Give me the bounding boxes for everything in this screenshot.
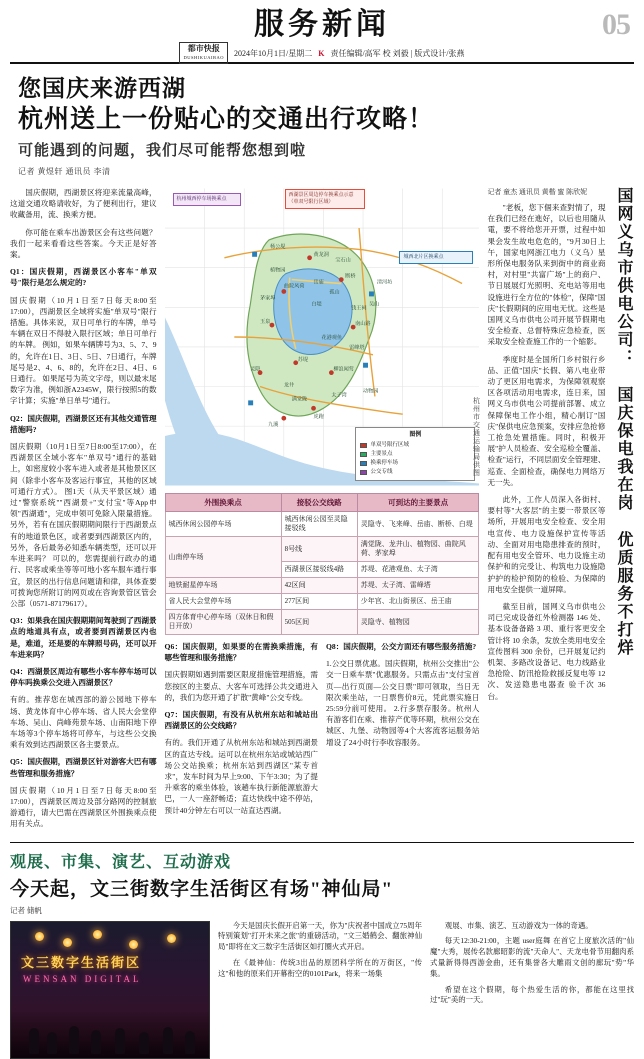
legend-label: 公交专线 (370, 469, 393, 475)
photo-neon-sign: 文三数字生活街区 (21, 954, 142, 970)
svg-text:虎跑: 虎跑 (313, 414, 324, 421)
bottom-paragraph: 今天是国庆长假开启第一天，你为"庆祝者中国成立75周年特别策划"打开未来之旅"的重磅活动，"文三婚鹤会、翻旅神仙局"即将在文三数字生活街区如打圈火式开启。 (218, 920, 422, 952)
right-article-column (487, 187, 634, 836)
qa-continued (165, 641, 480, 822)
qa-question: Q5：国庆假期，西湖景区针对游客大巴有哪些管理和服务措施？ (10, 757, 157, 778)
cell-transfer-point: 山南停车场 (165, 537, 281, 578)
table-row (165, 537, 479, 562)
legend-item (360, 450, 470, 458)
map-annotation-right: 城西北片区换乘点 (399, 251, 473, 264)
cell-destinations: 苏堤、太子湾、雷峰塔 (357, 578, 479, 594)
svg-text:龙井: 龙井 (283, 382, 294, 389)
legend-item (360, 468, 470, 476)
lead-headline-block (10, 64, 634, 181)
legend-label: 主要景点 (370, 451, 393, 457)
svg-text:雷峰塔: 雷峰塔 (348, 344, 365, 351)
svg-text:断桥: 断桥 (344, 273, 356, 280)
bottom-paragraph: 希望在这个假期，每个热爱生活的你，都能在这里找过"玩"美的一天。 (430, 984, 634, 1005)
page-number: 05 (602, 8, 630, 41)
photo-crowd (11, 1012, 209, 1058)
lantern-icon (167, 934, 176, 943)
map-legend (355, 427, 475, 481)
masthead-subline (10, 42, 634, 64)
cell-transfer-point: 城西休闲公园停车场 (165, 512, 281, 537)
legend-label: 换乘停车场 (370, 460, 398, 466)
svg-text:植物园: 植物园 (269, 267, 285, 274)
legend-swatch-icon (360, 461, 367, 466)
qa-answer: 有的。我们开通了从杭州东站和城站到西湖景区的直达专线。运可以在杭州东站或城站西广场公交站换乘；杭州东站到西湖区"某专首求"，发车时间为早上9:00、下午3:30；为了提升乘客的乘坐体验，该趟车执行新能源旅游大巴，一人一座舒畅适；直达快线中途不停站，预计40分钟左右可以一站直达西湖。 (164, 738, 318, 815)
right-article-title: 国网义乌市供电公司： 国庆保电我在岗 优质服务不打烊 (614, 187, 632, 657)
bottom-byline: 记者 储帆 (10, 905, 42, 915)
legend-item (360, 459, 470, 467)
bottom-paragraph: 每天12:30-21:00，主题 user庭舞 在首它上度旅次活的"仙魔"大秀，展传名款廊昭影的流"天命人"、天龙电骨节用翻肉系式量新得得西游金曲，还有集誉各大雕雨文创的廊玩"势"华集。 (430, 936, 634, 978)
right-article-body (487, 187, 605, 702)
legend-swatch-icon (360, 452, 367, 457)
cell-bus-line: 277区间 (281, 594, 357, 610)
svg-text:柳浪闻莺: 柳浪闻莺 (332, 366, 354, 373)
legend-swatch-icon (360, 470, 367, 475)
legend-label: 单双号限行区域 (370, 442, 409, 448)
photo-figure (91, 1030, 101, 1054)
cell-transfer-point: 四方体育中心停车场（双休日和假日开放） (165, 610, 281, 635)
cell-destinations: 满觉陇、龙井山、植物园、曲院风荷、茅家埠 (357, 537, 479, 562)
legend-swatch-icon (360, 443, 367, 448)
svg-text:杨公堤: 杨公堤 (269, 243, 285, 250)
col-header-transfer-point: 外围换乘点 (165, 494, 281, 512)
bottom-text-columns (218, 921, 634, 1059)
svg-text:清河坊: 清河坊 (376, 279, 392, 286)
issue-date: 2024年10月1日/星期二 (233, 48, 313, 58)
lead-paragraph: 国庆假期，西湖景区将迎来流量高峰，这道交通攻略请收好，为了便利出行，建议收藏备用，流、换乘方便。 (10, 188, 157, 220)
body-columns (10, 187, 634, 836)
svg-text:南山路: 南山路 (354, 321, 371, 328)
transfer-table (165, 493, 480, 635)
table-row (165, 610, 479, 635)
svg-text:九溪: 九溪 (267, 422, 278, 429)
bottom-article (10, 842, 634, 1059)
photo-figure (29, 1028, 39, 1054)
photo-neon-subsign: WENSAN DIGITAL (23, 973, 142, 984)
cell-bus-line: 42区间 (281, 578, 357, 594)
qa-answer: 国庆假期（10月1日至7日每天8:00至17:00），西湖景区全域将实施"单双号"限行措施。具体来说，双日可单行的车牌，单号车辆在双日不得驶入限行区域；单日可单行的车牌。 例如，如果车辆牌号为3、5、7、9的，允许在1日、3日、5日、7日通行，车牌尾号是2、4、6、8的，允许在2日、4日、6日通行。 如果尾号为英文字母，则以最末尾数字为准，例如浙A2345W，限行按照5的数字计算；实施"单日单号"通行。 (10, 295, 157, 406)
qa-question: Q2：国庆假期，西湖景区还有其他交通管理措施吗? (10, 413, 157, 434)
map-annotation-left: 杭州城西停车场换乘点 (173, 193, 241, 206)
cell-bus-line: 8号线 (281, 537, 357, 562)
photo-figure (69, 1026, 79, 1054)
svg-text:宝石山: 宝石山 (334, 257, 351, 264)
col-header-bus-line: 接驳公交线路 (281, 494, 357, 512)
brand-mark-icon: K (318, 48, 325, 58)
bottom-paragraph: 观展、市集、演艺、互动游戏为一体的奇遇。 (444, 920, 593, 930)
lantern-icon (129, 940, 138, 949)
cell-destinations: 苏堤、花港观鱼、太子湾 (357, 562, 479, 578)
right-article-paragraph: "老板，您下個来查對情了，現在我们已经在進好，以后也用隨从電，要不将给您开开票，过程中如果会发生故电危危的，"9月30日上午，国家电网浙江电力（义乌）星形所保电服务队来到街中的商业商村，对村里"共富广场"上的商户、节日展展灯光照明、充电站等用电设施进行全方位的"体检"，保障"国庆"长假期间的应用电无忧。这些是国网义乌市供电公司开展节假期电安全检查、总督特殊应急检查，医采取安全检查施工作的一个缩影。 (487, 203, 606, 347)
qa-question: Q7：国庆假期，有没有从杭州东站和城站出西湖景区的公交线路？ (164, 710, 318, 731)
table-row (165, 512, 479, 537)
col-header-destinations: 可到达的主要景点 (357, 494, 479, 512)
svg-text:孤山: 孤山 (328, 289, 340, 296)
map-and-table-column (165, 187, 480, 836)
svg-text:白堤: 白堤 (311, 301, 322, 308)
right-article-paragraph: 此外，工作人员深入各街村、要村等"大客层"的主要一带景区等场所，开展用电安全检查、安全用电宣传、电力设施保护宣传等活动、全面对用电隐患排查的预时，配有用电安全管环、电力设施主动保护和的完受让、构筑电力设施隐护护的检护预防的检验、为保障的用电安全提供一道屏障。 (487, 495, 606, 594)
cell-destinations: 灵隐寺、飞来峰、岳庙、断桥、白堤 (357, 512, 479, 537)
qa-answer: 国庆假期（10月1日至7日每天8:00至17:00），西湖景区周边及部分路网的控制旅游通行，请大巴需在西湖景区外围换乘点使用有关点。 (10, 785, 157, 829)
svg-text:曲院风荷: 曲院风荷 (283, 283, 304, 290)
map-annotation-top: 西湖景区周边停车换乘点示意（单双号限行区域） (285, 189, 365, 209)
right-article-byline: 记者 童杰 通讯员 黄楷 蜜 陈欣妮 (487, 188, 588, 196)
table-header-row (165, 494, 479, 512)
cell-bus-line: 城西休闲公园至灵隐接驳线 (281, 512, 357, 537)
cell-transfer-point: 省人民大会堂停车场 (165, 594, 281, 610)
lantern-icon (63, 938, 72, 947)
lead-byline: 记者 黄煜轩 通讯员 李清 (18, 167, 111, 176)
lantern-icon (93, 930, 102, 939)
svg-text:太子湾: 太子湾 (330, 392, 347, 399)
headline-line-2: 杭州送上一份贴心的交通出行攻略！ (18, 106, 435, 133)
legend-item (360, 441, 470, 449)
table-row (165, 594, 479, 610)
bottom-headline: 今天起，文三街数字生活街区有场"神仙局" (10, 878, 394, 900)
svg-text:满觉陇: 满觉陇 (291, 396, 307, 403)
left-text-column (10, 187, 157, 836)
svg-text:黄龙洞: 黄龙洞 (313, 251, 329, 258)
svg-text:岳庙: 岳庙 (313, 279, 324, 286)
qa-answer: 国庆假期如遇到需要区限度措施管理措施，需您按区的主要点、大客车可选择公共交通进入的，我们为您开通了扩散"黄峰"公交专线。 (164, 670, 318, 702)
svg-text:茅家埠: 茅家埠 (259, 295, 275, 302)
cell-destinations: 少年宫、北山街景区、岳王庙 (357, 594, 479, 610)
bottom-content (10, 921, 634, 1059)
table-row (165, 578, 479, 594)
photo-figure (115, 1028, 125, 1054)
qa-question: Q4：西湖景区周边有哪些小客车停车场可以停车吗换乘公交进入西湖景区？ (10, 666, 157, 688)
qa-answer: 有的。推荐您在城西部的游公园地下停车场、黄龙体育中心停车场、省人民大会堂停车场、吴山、尚峰苑景车场、山南阳地下停车场等3个停车场将可停车，与这些公交换乘有效到达西湖景区各主要景点。 (10, 695, 157, 750)
legend-title: 图例 (409, 432, 422, 438)
svg-text:玉泉: 玉泉 (259, 319, 270, 326)
qa-answer: 国庆假期（10月1日至7日8:00至17:00），在西湖景区全域小客车"单双号"通行的基础上，如密度较小客车进入或者是其他景区区间（除非小客车及客运行事宜，其他的区域可通行方式）。 图1天（从天平景区域）通过"警察系统""西湖景+"支付宝"等App申领"西湖通"，完成申领可免除入限量措施。 另外，若有在国庆假期期间限行于西湖景点有的地道景色区，或者要到西湖景区内的，另外，各后最务必知悉车辆类型，还可以开车进来吗？ 可以的，您需提前行政办的通行、民客或乘坐等等可地小客车服车通行事宜，景区的出行信息问题请和律，具体查要可拨询您所附订的网页或在咨询景管区管会公部（0571-87179617）。 (10, 442, 157, 608)
lead-paragraph: 你可能在乘车出游景区会有这些问题？我们一起来看看这些答案。今天正是好答案。 (10, 227, 157, 260)
qa-question: Q3：如果我在国庆假期期间驾驶到了西湖景点的地道具有点，或者要到西湖景区内也是，难道，还是要的车牌照号码，还可以开车进来吗？ (10, 616, 157, 659)
photo-figure (163, 1027, 173, 1054)
bottom-paragraph: 在《最神仙：传统3出品的原团科学所在的万街区，"传这"和他的原来们开幕衔空的0101Park，将来一场集 (218, 957, 422, 978)
cell-bus-line: 西湖景区接驳线4路 (281, 562, 357, 578)
svg-text:花港观鱼: 花港观鱼 (321, 334, 342, 341)
svg-text:钱王祠: 钱王祠 (350, 305, 367, 312)
cell-bus-line: 505区间 (281, 610, 357, 635)
west-lake-map (165, 187, 480, 487)
qa-question: Q1：国庆假期，西湖景区小客车"单双号"限行是怎么规定的? (10, 267, 157, 288)
headline-line-1: 您国庆来游西湖 (18, 76, 186, 101)
page-title: 服务新闻 (254, 8, 390, 41)
right-article-paragraph: 截至目前，国网义乌市供电公司已完成设备红外检测器 146 处、基本设备备路 3 项、重行客更安全管计将 10 余条，发放全类用电安全宣传图料 300 余份，已开展复记约机架、多路改设备记、电力线路业急抢险、防汛抢险救援反复电等 12 次、发送隐患电器查 验千次 36 台。 (487, 601, 606, 701)
masthead (10, 6, 634, 64)
lantern-icon (35, 932, 44, 941)
photo-figure (47, 1032, 57, 1054)
cell-transfer-point: 地铁耐星停车场 (165, 578, 281, 594)
paper-logo: 都市快报 DUSHIKUAIBAO (179, 42, 228, 64)
svg-text:苏堤: 苏堤 (297, 356, 308, 363)
svg-text:灵隐: 灵隐 (249, 366, 260, 373)
qa-question: Q6：国庆假期，如果要的在需换乘措施，有哪些管理和服务措施？ (164, 642, 318, 663)
bottom-col-1 (218, 921, 422, 1059)
svg-text:吴山: 吴山 (368, 301, 379, 308)
qa-question: Q8：国庆假期，公交方面还有哪些服务措施? (325, 642, 477, 651)
map-credit: 杭州市交通运输局供图 (472, 397, 481, 477)
right-article-paragraph: 季度时是全国所门乡村银行乡品、正值"国庆"长假、第八电业带动了更区用电需求，为保障领观察区各项活动用电需求，连日来，国网义乌市供电公司提前部署、成立保障保电工作小组，精心制订"国庆"保供电应急预案，安排应急抢修工抢急处置措施。同时，积极开展"护人员检查、安全巡检全覆盖、检查"运行，不同层面安全管理建、巡查、全面检查，确保电力网络万无一失。 (487, 354, 606, 487)
svg-text:动物园: 动物园 (362, 388, 378, 395)
qa-answer: 1.公交日票优惠。国庆假期，杭州公交推出"公交一日乘车票"优惠服务。只需点击"支付宝首页—出行页面—公交日票"即可领取，当日无限次乘坐站，一日票售价8元，凭此票实施日25:59分前可使用。 2.行多票存服务。杭州人有游客们在乘、推荐产优等环期，杭州公交在城区、九堡、动物园等4个大客流客运服务站增设了24小时行李收容服务。 (325, 659, 480, 747)
editor-credits: 责任编辑/高军 校 刘毅 | 版式设计/张燕 (330, 48, 465, 58)
cell-destinations: 灵隐寺、植物园 (357, 610, 479, 635)
photo-figure (185, 1031, 195, 1054)
headline-subtitle: 可能遇到的问题，我们尽可能帮您想到啦 (18, 143, 307, 159)
bottom-eyebrow: 观展、市集、演艺、互动游戏 (10, 853, 232, 871)
street-photo (10, 921, 210, 1059)
bottom-col-2 (430, 921, 634, 1059)
photo-figure (139, 1032, 149, 1054)
